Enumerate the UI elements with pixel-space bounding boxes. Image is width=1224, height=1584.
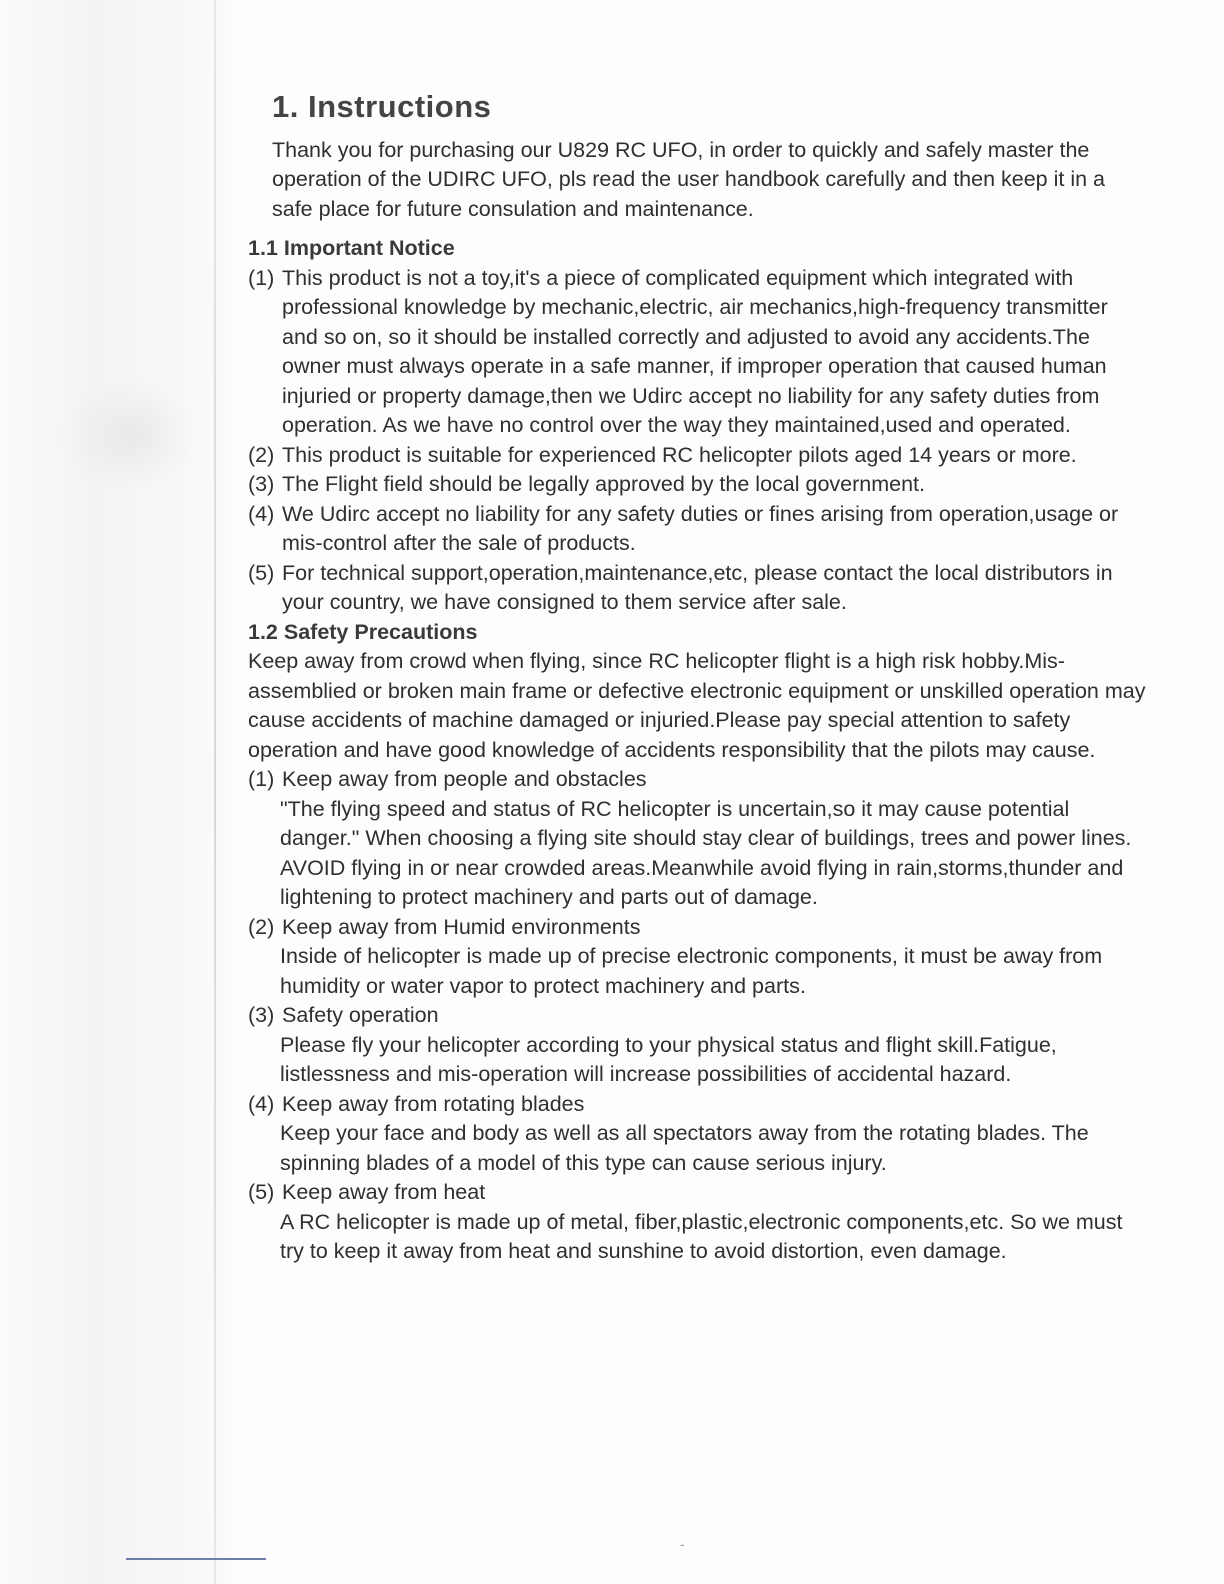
safety-item-2-body: Inside of helicopter is made up of precise electronic components, it must be away from humidity or water vapor to protect machinery and parts. bbox=[280, 944, 1103, 998]
notice-item-text: The Flight field should be legally approved by the local government. bbox=[282, 472, 925, 496]
notice-item-3 bbox=[248, 470, 1148, 500]
safety-item-title: Keep away from heat bbox=[282, 1180, 486, 1204]
safety-item-label: (4) bbox=[248, 1091, 275, 1116]
safety-item-1-body: "The flying speed and status of RC helicopter is uncertain,so it may cause potential danger." When choosing a flying site should stay clear of buildings, trees and power lines. AVOID flying in or near crowded areas.Meanwhile avoid flying in rain,storms,thunder and lightening to protect machinery and parts out of damage. bbox=[280, 796, 1132, 909]
notice-item-text: We Udirc accept no liability for any safety duties or fines arising from operation,usage or mis-control after the sale of products. bbox=[282, 501, 1119, 555]
notice-item-2 bbox=[248, 441, 1148, 471]
safety-item-4-title bbox=[248, 1090, 1148, 1120]
page-title: 1. Instructions bbox=[272, 89, 492, 124]
safety-item-title: Keep away from rotating blades bbox=[282, 1091, 585, 1116]
notice-item-4 bbox=[248, 500, 1148, 559]
safety-item-3-title bbox=[248, 1001, 1148, 1031]
safety-item-title: Keep away from people and obstacles bbox=[282, 767, 647, 791]
safety-intro-paragraph: Keep away from crowd when flying, since RC helicopter flight is a high risk hobby.Mis-assemblied or broken main frame or defective electronic equipment or unskilled operation may cause accidents of machine damaged or injuried.Please pay special attention to safety operation and have good knowledge of accidents responsibility that the pilots may cause. bbox=[248, 649, 1146, 762]
section-heading-safety-precautions: 1.2 Safety Precautions bbox=[248, 619, 478, 644]
notice-item-label: (2) bbox=[248, 442, 275, 467]
notice-item-text: This product is not a toy,it's a piece of complicated equipment which integrated with professional knowledge by mechanic,electric, air mechanics,high-frequency transmitter and so on, so it should be installed correctly and adjusted to avoid any accidents.The owner must always operate in a safe manner, if improper operation that caused human injuried or property damage,then we Udirc accept no liability for any safety duties from operation. As we have no control over the way they maintained,used and operated. bbox=[282, 265, 1108, 437]
notice-item-label: (3) bbox=[248, 472, 275, 496]
notice-item-label: (5) bbox=[248, 560, 275, 585]
notice-item-text: For technical support,operation,maintenance,etc, please contact the local distributors in your country, we have consigned to them service after sale. bbox=[282, 560, 1113, 614]
safety-item-5-body: A RC helicopter is made up of metal, fiber,plastic,electronic components,etc. So we must try to keep it away from heat and sunshine to avoid distortion, even damage. bbox=[280, 1209, 1123, 1263]
notice-item-text: This product is suitable for experienced RC helicopter pilots aged 14 years or more. bbox=[282, 442, 1077, 467]
safety-item-title: Keep away from Humid environments bbox=[282, 914, 641, 939]
safety-item-4-body: Keep your face and body as well as all spectators away from the rotating blades. The spinning blades of a model of this type can cause serious injury. bbox=[280, 1121, 1089, 1175]
bottom-rule bbox=[126, 1558, 266, 1560]
scan-speckle bbox=[60, 380, 200, 490]
notice-item-5 bbox=[248, 559, 1148, 618]
section-heading-important-notice: 1.1 Important Notice bbox=[248, 236, 455, 260]
safety-item-2-title bbox=[248, 913, 1148, 943]
scan-margin bbox=[0, 0, 230, 1584]
manual-page bbox=[248, 89, 1148, 1267]
safety-item-label: (1) bbox=[248, 767, 275, 791]
safety-item-5-title bbox=[248, 1178, 1148, 1208]
safety-item-label: (5) bbox=[248, 1180, 275, 1204]
safety-item-1-title bbox=[248, 765, 1148, 795]
binding-edge-line bbox=[214, 0, 216, 1584]
notice-item-1 bbox=[248, 264, 1148, 441]
intro-paragraph: Thank you for purchasing our U829 RC UFO, in order to quickly and safely master the operation of the UDIRC UFO, pls read the user handbook carefully and then keep it in a safe place for future consulation and maintenance. bbox=[272, 137, 1105, 221]
notice-item-label: (1) bbox=[248, 265, 275, 290]
safety-item-title: Safety operation bbox=[282, 1003, 439, 1027]
safety-item-3-body: Please fly your helicopter according to your physical status and flight skill.Fatigue, listlessness and mis-operation will increase possibilities of accidental hazard. bbox=[280, 1032, 1057, 1086]
safety-item-label: (2) bbox=[248, 914, 275, 939]
page-mark: - bbox=[680, 1536, 685, 1552]
safety-item-label: (3) bbox=[248, 1003, 275, 1027]
notice-item-label: (4) bbox=[248, 501, 275, 526]
